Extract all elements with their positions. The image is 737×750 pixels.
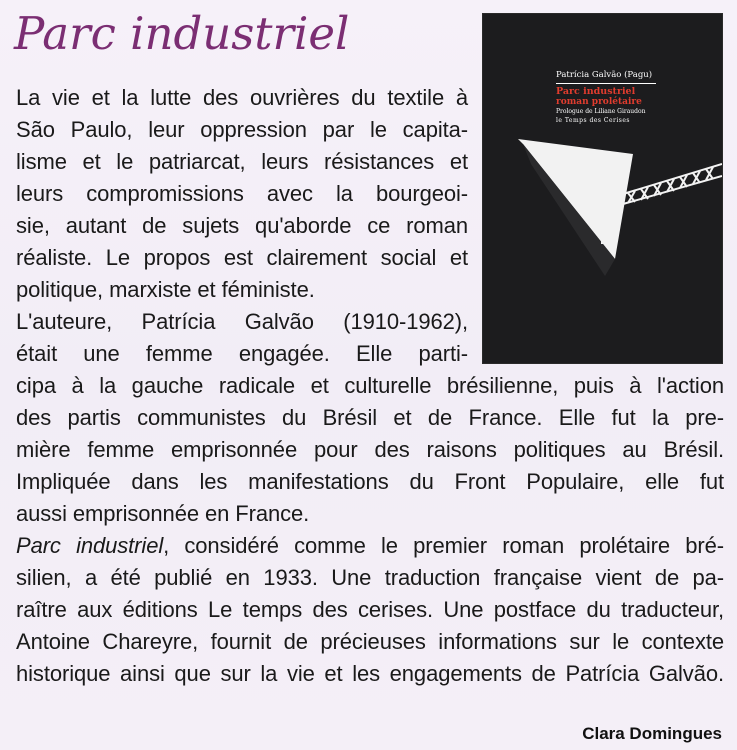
body-line xyxy=(16,530,724,562)
body-line-rest: , considéré comme le premier roman prolétaire bré- xyxy=(163,533,724,558)
body-line: La vie et la lutte des ouvrières du textile à xyxy=(16,85,468,110)
body-line: leurs compromissions avec la bourgeoi- xyxy=(16,181,468,206)
book-cover-image xyxy=(483,14,722,363)
body-line: Antoine Chareyre, fournit de précieuses informations sur le contexte xyxy=(16,629,724,654)
body-line: politique, marxiste et féministe. xyxy=(16,277,315,302)
book-title-italic: Parc industriel xyxy=(16,533,164,558)
body-line: était une femme engagée. Elle parti- xyxy=(16,341,468,366)
body-line: mière femme emprisonnée pour des raisons politiques au Brésil. xyxy=(16,437,724,462)
cover-author: Patrícia Galvão (Pagu) xyxy=(556,69,656,84)
body-line: aussi emprisonnée en France. xyxy=(16,501,310,526)
body-line: des partis communistes du Brésil et de France. Elle fut la pre- xyxy=(16,405,724,430)
cover-label xyxy=(556,69,656,126)
cover-book-title: Parc industriel xyxy=(556,86,636,97)
body-line: réaliste. Le propos est clairement social et xyxy=(16,245,468,270)
body-line: São Paulo, leur oppression par le capita- xyxy=(16,117,468,142)
body-line: sie, autant de sujets qu'aborde ce roman xyxy=(16,213,468,238)
body-line: Impliquée dans les manifestations du Front Populaire, elle fut xyxy=(16,469,724,494)
body-line: historique ainsi que sur la vie et les engagements de Patrícia Galvão. xyxy=(16,661,724,686)
cover-publisher: le Temps des Cerises xyxy=(556,117,630,124)
body-line: L'auteure, Patrícia Galvão (1910-1962), xyxy=(16,309,468,334)
article-title: Parc industriel xyxy=(14,7,350,60)
body-line: raître aux éditions Le temps des cerises. Une postface du traducteur, xyxy=(16,597,724,622)
cover-illustration xyxy=(483,14,722,363)
cover-subtitle: roman prolétaire xyxy=(556,97,642,107)
cover-preface: Prologue de Liliane Giraudon xyxy=(556,108,646,115)
body-line: lisme et le patriarcat, leurs résistances et xyxy=(16,149,468,174)
body-line: cipa à la gauche radicale et culturelle brésilienne, puis à l'action xyxy=(16,373,724,398)
body-line: silien, a été publié en 1933. Une traduction française vient de pa- xyxy=(16,565,724,590)
author-signature: Clara Domingues xyxy=(582,724,722,743)
